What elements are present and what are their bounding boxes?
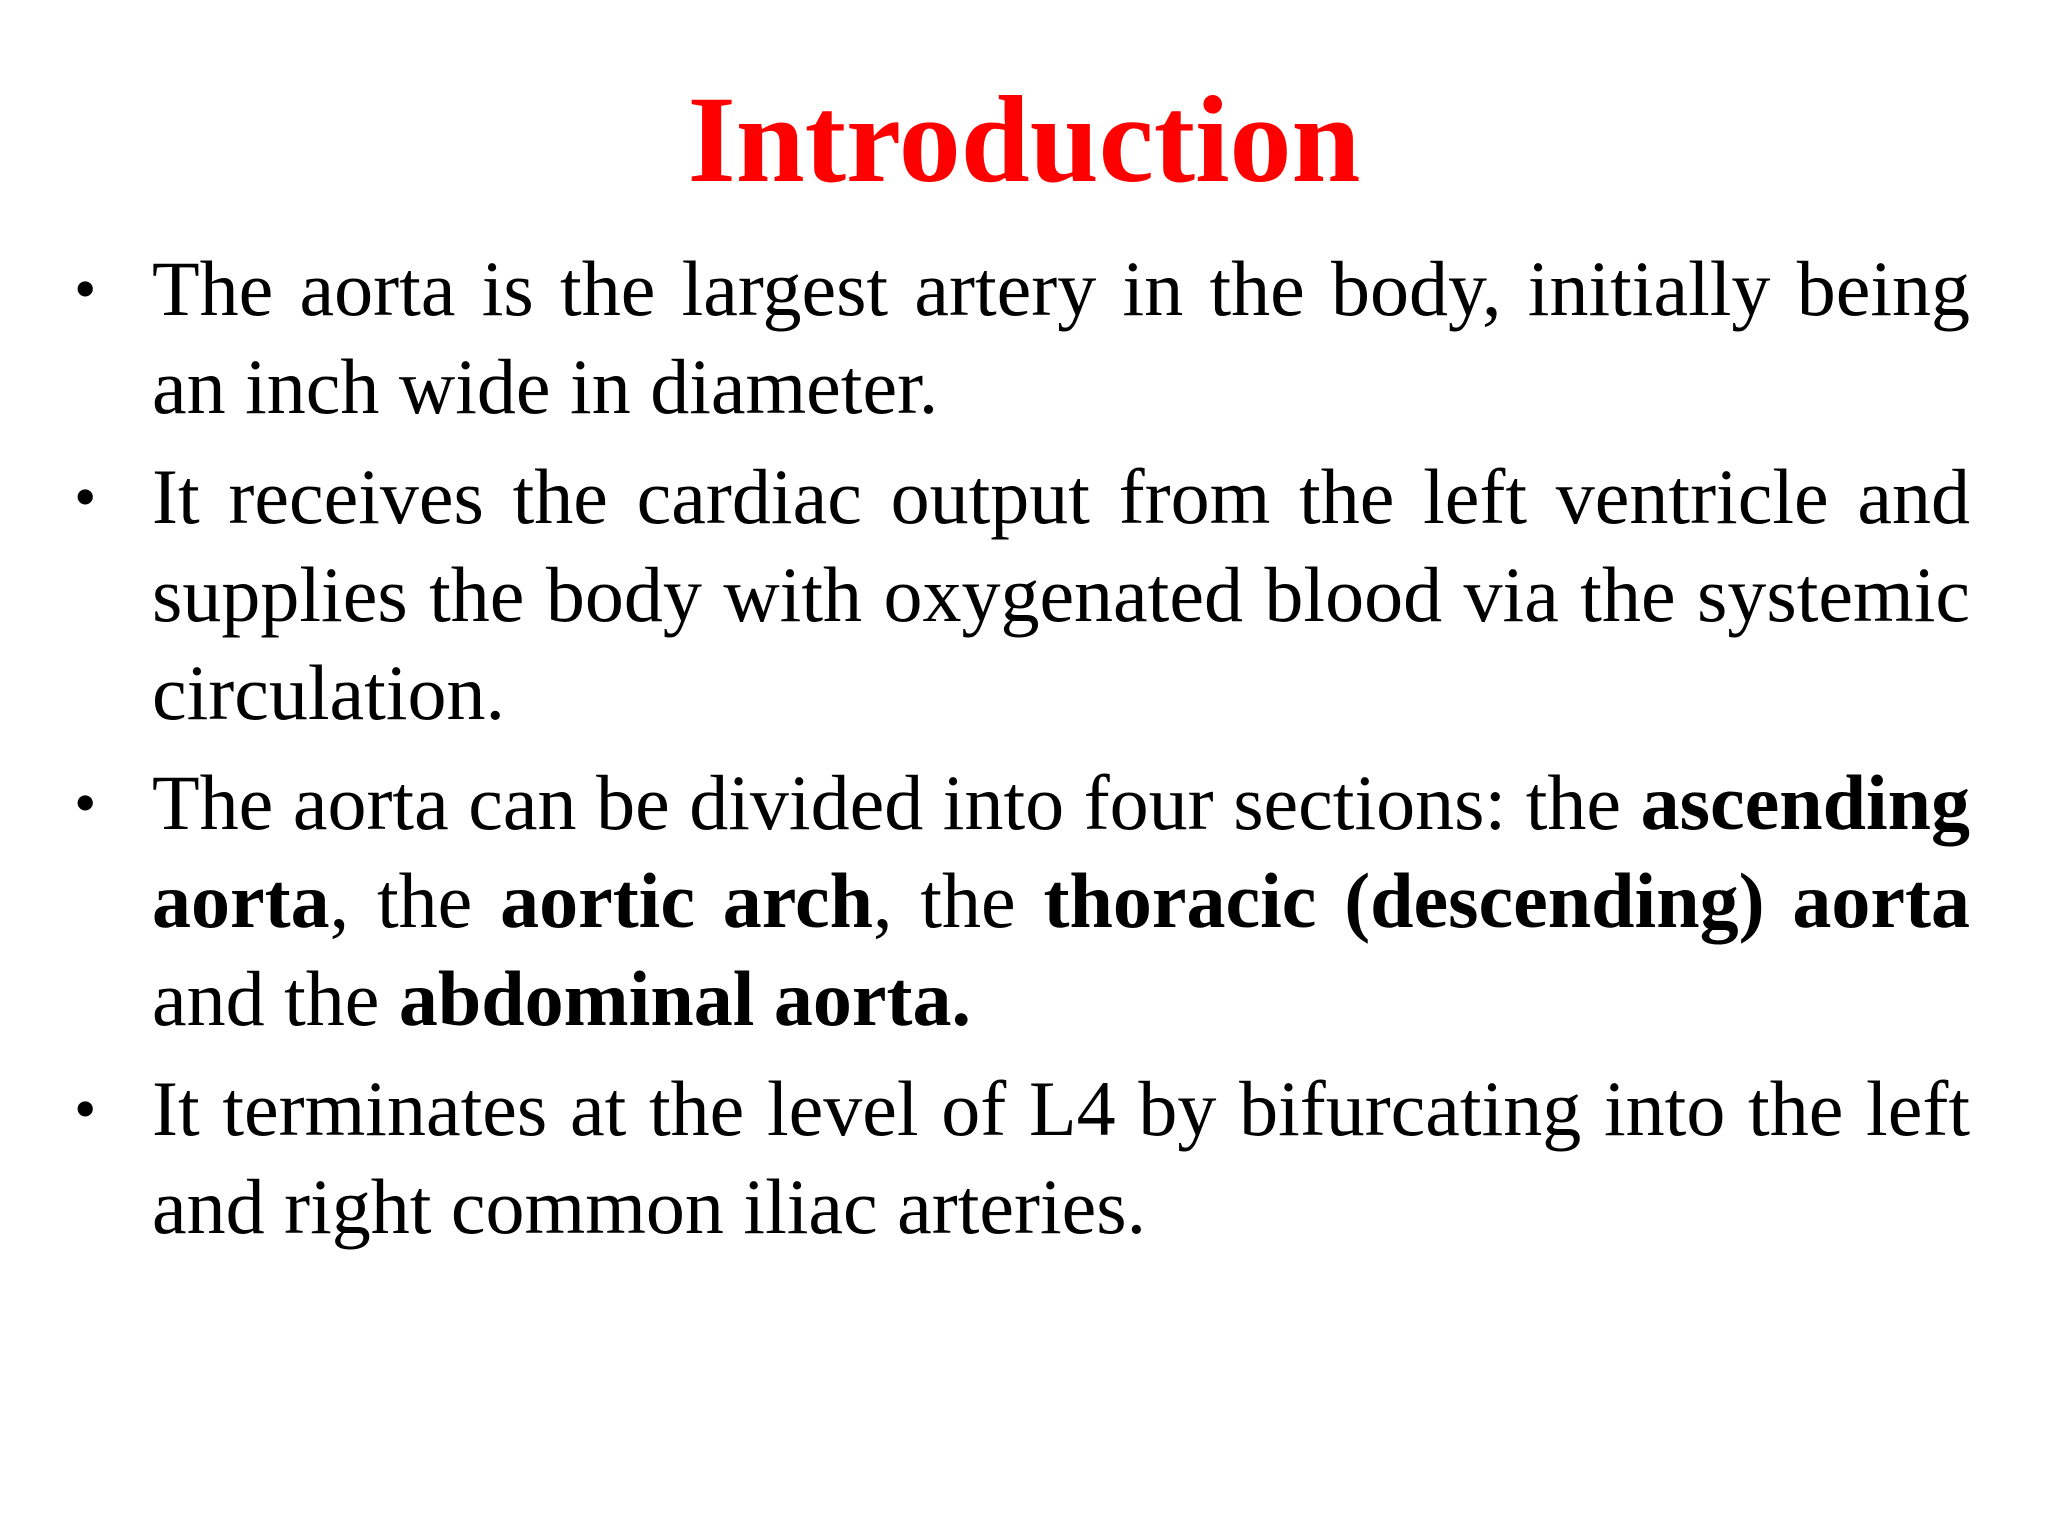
bullet-icon: • (74, 767, 97, 838)
term-abdominal-aorta: abdominal aorta. (398, 955, 971, 1042)
bullet-icon: • (74, 1073, 97, 1144)
term-aortic-arch: aortic arch (500, 857, 874, 944)
bullet-text-segment: The aorta can be divided into four sections: the (152, 759, 1641, 846)
bullet-icon: • (74, 461, 97, 532)
bullet-item-3 (70, 754, 1970, 1048)
bullet-text-segment: , the (873, 857, 1044, 944)
bullet-item-1 (70, 240, 1970, 436)
bullet-list (70, 240, 1970, 1268)
bullet-icon: • (74, 253, 97, 324)
bullet-text-segment: and the (152, 955, 399, 1042)
slide-title: Introduction (687, 71, 1361, 208)
bullet-text: It terminates at the level of L4 by bifurcating into the left and right common iliac arteries. (152, 1065, 1970, 1250)
bullet-item-4 (70, 1060, 1970, 1256)
term-ascending-aorta: ascending aorta (152, 759, 1970, 944)
term-thoracic-aorta: thoracic (descending) aorta (1043, 857, 1970, 944)
bullet-text-segment: , the (329, 857, 501, 944)
bullet-item-2 (70, 448, 1970, 742)
bullet-text: It receives the cardiac output from the left ventricle and supplies the body with oxygenated blood via the systemic circulation. (152, 453, 1970, 736)
bullet-text: The aorta is the largest artery in the body, initially being an inch wide in diameter. (152, 245, 1970, 430)
